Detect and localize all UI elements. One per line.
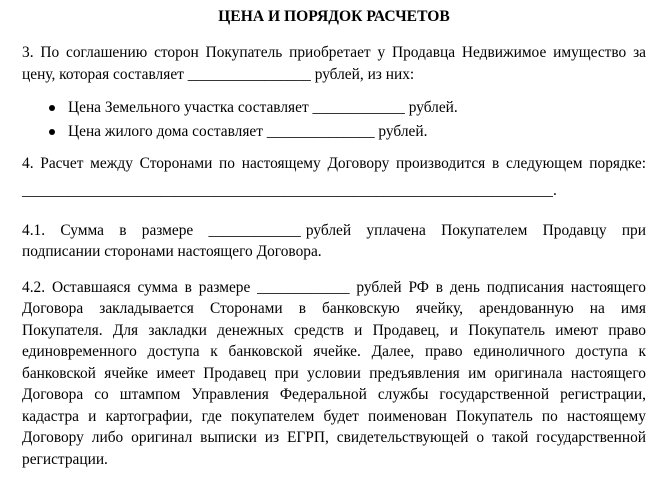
section-4-2-line: Покупателя. Для закладки денежных средств и Продавец, и Покупатель имеют право [22, 321, 646, 339]
section-3-line-1: 3. По соглашению сторон Покупатель приобретает у Продавца Недвижимое имущество за [22, 44, 646, 61]
list-item [22, 120, 646, 144]
section-4-2-line: Договора со штампом Управления Федеральной службы государственной регистрации, [22, 386, 646, 403]
document-title: ЦЕНА И ПОРЯДОК РАСЧЕТОВ [218, 8, 450, 25]
section-4-2-line: единовременного доступа к банковской ячейке. Далее, право единоличного доступа к [22, 343, 646, 360]
section-4-2-line: 4.2. Оставшаяся сумма в размере ____________ рублей РФ в день подписания настоящего [22, 278, 646, 296]
section-4-1-line-1: 4.1. Сумма в размере ____________ рублей уплачена Покупателем Продавцу при [22, 221, 646, 239]
section-4-2-line: регистрации. [22, 450, 108, 468]
section-4-2-line: банковской ячейке имеет Продавец при условии предъявления им оригинала настоящего [22, 364, 646, 382]
section-4-text: 4. Расчет между Сторонами по настоящему Договору производится в следующем порядке: [22, 155, 646, 172]
section-4-1-line-2: подписании сторонами настоящего Договора. [22, 243, 322, 260]
bullet-icon [49, 105, 55, 111]
section-4-2 [22, 277, 646, 471]
bullet-text-land-price: Цена Земельного участка составляет ____________ рублей. [68, 99, 458, 116]
bullet-icon [49, 129, 55, 135]
section-3-line-2: цену, которая составляет ________________ рублей, из них: [22, 65, 415, 83]
section-4-2-line: кадастра и картографии, где покупателем будет поименован Покупатель по настоящему [22, 407, 646, 425]
section-4-blank-line: _____________________________________________________________________. [22, 181, 557, 199]
section-3 [22, 42, 646, 85]
list-item [22, 96, 646, 120]
section-4-2-line: Договора закладывается Сторонами в банковскую ячейку, арендованную на имя [22, 300, 646, 317]
document-page [22, 6, 646, 470]
price-bullet-list [22, 96, 646, 144]
section-4-1 [22, 220, 646, 263]
section-4 [22, 153, 646, 203]
bullet-text-house-price: Цена жилого дома составляет ______________ рублей. [68, 123, 428, 140]
section-4-2-line: Договору либо оригинал выписки из ЕГРП, свидетельствующей о такой государственной [22, 429, 646, 446]
